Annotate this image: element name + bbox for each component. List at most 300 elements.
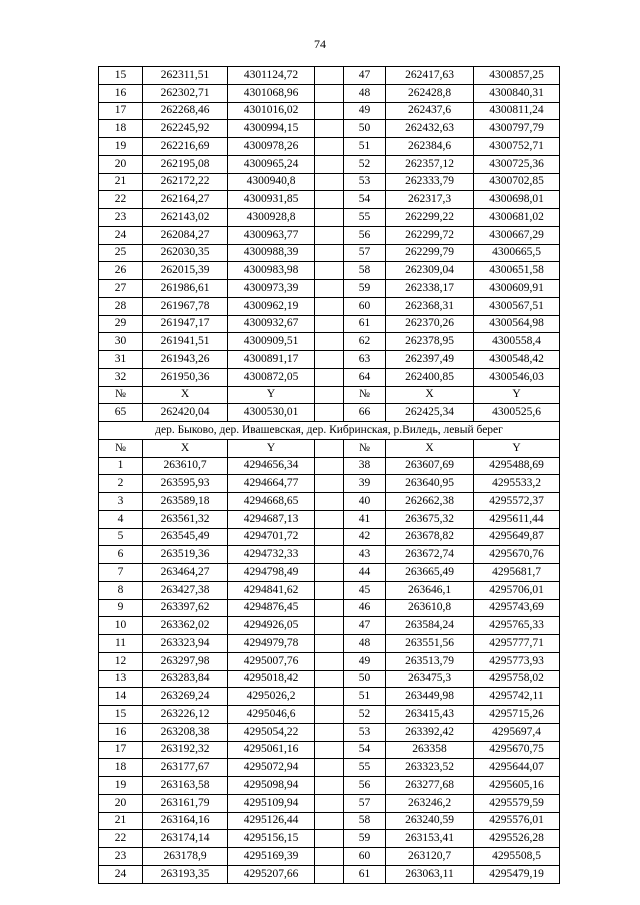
table-cell: 55 — [344, 209, 386, 227]
table-cell: 52 — [344, 706, 386, 724]
table-row — [99, 652, 560, 670]
table-cell: 4295109,94 — [228, 794, 315, 812]
table-row — [99, 777, 560, 795]
table-cell: 261986,61 — [143, 280, 228, 298]
table-cell: 4301068,96 — [228, 84, 315, 102]
table-cell: X — [143, 386, 228, 404]
table-cell: 263610,8 — [386, 599, 474, 617]
table-cell: 4295046,6 — [228, 706, 315, 724]
table-cell — [315, 386, 344, 404]
table-cell: 25 — [99, 244, 143, 262]
table-cell — [315, 865, 344, 883]
table-cell: 64 — [344, 368, 386, 386]
table-cell: 59 — [344, 830, 386, 848]
table-cell — [315, 617, 344, 635]
table-cell: 49 — [344, 652, 386, 670]
table-cell: X — [386, 439, 474, 457]
table-cell — [315, 155, 344, 173]
table-cell — [315, 475, 344, 493]
table-cell: 4300681,02 — [474, 209, 560, 227]
table-cell: 52 — [344, 155, 386, 173]
table-cell: 4295533,2 — [474, 475, 560, 493]
table-cell: 263283,84 — [143, 670, 228, 688]
table-cell: 15 — [99, 67, 143, 85]
table-cell — [315, 262, 344, 280]
table-cell: 263475,3 — [386, 670, 474, 688]
table-cell: 263646,1 — [386, 581, 474, 599]
table-cell — [315, 546, 344, 564]
table-cell: 263177,67 — [143, 759, 228, 777]
table-cell: 24 — [99, 226, 143, 244]
table-cell: 4294732,33 — [228, 546, 315, 564]
table-cell: 4300872,05 — [228, 368, 315, 386]
table-row — [99, 120, 560, 138]
table-cell: 4294841,62 — [228, 581, 315, 599]
table-row — [99, 333, 560, 351]
table-cell: 47 — [344, 67, 386, 85]
table-cell: 30 — [99, 333, 143, 351]
table-row — [99, 191, 560, 209]
table-row — [99, 262, 560, 280]
table-cell — [315, 67, 344, 85]
table-cell: 263120,7 — [386, 848, 474, 866]
table-cell: 4300909,51 — [228, 333, 315, 351]
table-cell: 4295605,16 — [474, 777, 560, 795]
table-cell — [315, 439, 344, 457]
table-cell — [315, 528, 344, 546]
table-cell: 262030,35 — [143, 244, 228, 262]
table-cell: 263323,94 — [143, 635, 228, 653]
table-cell — [315, 351, 344, 369]
table-cell: 57 — [344, 244, 386, 262]
table-cell: 29 — [99, 315, 143, 333]
table-cell: 4294876,45 — [228, 599, 315, 617]
table-cell: 263174,14 — [143, 830, 228, 848]
table-cell: 4295488,69 — [474, 457, 560, 475]
table-cell: 263545,49 — [143, 528, 228, 546]
table-cell: 4300940,8 — [228, 173, 315, 191]
table-row — [99, 67, 560, 85]
table-cell: 263464,27 — [143, 564, 228, 582]
table-cell: 262268,46 — [143, 102, 228, 120]
table-cell: № — [344, 386, 386, 404]
table-cell: 11 — [99, 635, 143, 653]
table-cell: 262397,49 — [386, 351, 474, 369]
table-row — [99, 670, 560, 688]
table-cell: 4295670,75 — [474, 741, 560, 759]
table-cell: 63 — [344, 351, 386, 369]
table-cell: 262357,12 — [386, 155, 474, 173]
table-cell — [315, 102, 344, 120]
table-cell: 262425,34 — [386, 404, 474, 422]
table-cell — [315, 777, 344, 795]
table-cell: 262015,39 — [143, 262, 228, 280]
table-cell: 263358 — [386, 741, 474, 759]
table-cell: 4295644,07 — [474, 759, 560, 777]
table-cell — [315, 688, 344, 706]
table-cell: 24 — [99, 865, 143, 883]
table-cell: 4300962,19 — [228, 297, 315, 315]
table-row — [99, 741, 560, 759]
table-cell: 4295526,28 — [474, 830, 560, 848]
table-cell: 4300811,24 — [474, 102, 560, 120]
table-cell: 4295715,26 — [474, 706, 560, 724]
table-cell: 49 — [344, 102, 386, 120]
table-cell: 31 — [99, 351, 143, 369]
table-cell — [315, 333, 344, 351]
table-cell: 65 — [99, 404, 143, 422]
table-cell: 22 — [99, 830, 143, 848]
table-cell: 263449,98 — [386, 688, 474, 706]
table-cell: 4300963,77 — [228, 226, 315, 244]
table-cell: 262299,79 — [386, 244, 474, 262]
table-cell: 262368,31 — [386, 297, 474, 315]
table-cell: 4300564,98 — [474, 315, 560, 333]
table-cell: 263675,32 — [386, 510, 474, 528]
table-cell: 263164,16 — [143, 812, 228, 830]
table-cell: 263269,24 — [143, 688, 228, 706]
table-cell: 4295649,87 — [474, 528, 560, 546]
table-row — [99, 226, 560, 244]
table-cell — [315, 812, 344, 830]
table-cell: 262299,22 — [386, 209, 474, 227]
table-cell: № — [99, 386, 143, 404]
table-cell: 4300973,39 — [228, 280, 315, 298]
table-cell: 4295611,44 — [474, 510, 560, 528]
table-cell: 4295777,71 — [474, 635, 560, 653]
table-cell: 48 — [344, 635, 386, 653]
table-cell: 28 — [99, 297, 143, 315]
table-row — [99, 617, 560, 635]
page-number: 74 — [314, 37, 326, 51]
table-cell: 4295576,01 — [474, 812, 560, 830]
table-cell: 262216,69 — [143, 138, 228, 156]
table-cell: № — [344, 439, 386, 457]
table-cell: 263427,38 — [143, 581, 228, 599]
table-cell — [315, 830, 344, 848]
table-cell: 263226,12 — [143, 706, 228, 724]
table-cell: 261947,17 — [143, 315, 228, 333]
table-cell: 19 — [99, 777, 143, 795]
table-cell: 50 — [344, 120, 386, 138]
table-cell — [315, 706, 344, 724]
table-cell: 6 — [99, 546, 143, 564]
table-cell — [315, 191, 344, 209]
table-cell: 4295098,94 — [228, 777, 315, 795]
table-cell — [315, 723, 344, 741]
table-cell: 263678,82 — [386, 528, 474, 546]
table-cell: 4300857,25 — [474, 67, 560, 85]
table-row — [99, 457, 560, 475]
table-cell: 40 — [344, 493, 386, 511]
table-cell: 4295072,94 — [228, 759, 315, 777]
table-cell: 4295169,39 — [228, 848, 315, 866]
table-cell: 22 — [99, 191, 143, 209]
table-cell: 4300651,58 — [474, 262, 560, 280]
table-cell — [315, 581, 344, 599]
table-cell: 48 — [344, 84, 386, 102]
table-cell: 51 — [344, 138, 386, 156]
table-row — [99, 759, 560, 777]
table-cell: 4300725,36 — [474, 155, 560, 173]
table-cell: 4301016,02 — [228, 102, 315, 120]
table-cell: 263192,32 — [143, 741, 228, 759]
table-row — [99, 794, 560, 812]
table-cell — [315, 741, 344, 759]
table-cell: 61 — [344, 315, 386, 333]
table-cell — [315, 368, 344, 386]
table-row — [99, 475, 560, 493]
table-cell: 39 — [344, 475, 386, 493]
table-cell: 4300665,5 — [474, 244, 560, 262]
table-row — [99, 865, 560, 883]
table-cell: 263153,41 — [386, 830, 474, 848]
table-cell: Y — [228, 386, 315, 404]
table-cell: 262333,79 — [386, 173, 474, 191]
table-cell — [315, 297, 344, 315]
table-cell: 4295758,02 — [474, 670, 560, 688]
table-cell: 263584,24 — [386, 617, 474, 635]
table-cell: 4295765,33 — [474, 617, 560, 635]
table-cell: 4294687,13 — [228, 510, 315, 528]
table-cell: 58 — [344, 812, 386, 830]
table-cell: 262437,6 — [386, 102, 474, 120]
table-row — [99, 546, 560, 564]
table-cell — [315, 564, 344, 582]
table-cell: 263178,9 — [143, 848, 228, 866]
table-cell: 18 — [99, 120, 143, 138]
table-cell: 20 — [99, 155, 143, 173]
table-cell: 53 — [344, 723, 386, 741]
table-row — [99, 599, 560, 617]
table-cell: 263193,35 — [143, 865, 228, 883]
table-row — [99, 723, 560, 741]
table-cell: 4295018,42 — [228, 670, 315, 688]
table-cell: 14 — [99, 688, 143, 706]
table-cell: 4294668,65 — [228, 493, 315, 511]
table-cell: 4295054,22 — [228, 723, 315, 741]
table-header-row — [99, 386, 560, 404]
table-cell: 4295579,59 — [474, 794, 560, 812]
table-cell: 263589,18 — [143, 493, 228, 511]
table-row — [99, 404, 560, 422]
table-cell: 19 — [99, 138, 143, 156]
table-row — [99, 368, 560, 386]
table-cell: X — [143, 439, 228, 457]
table-cell — [315, 457, 344, 475]
table-cell: 44 — [344, 564, 386, 582]
table-cell — [315, 652, 344, 670]
table-cell: 263208,38 — [143, 723, 228, 741]
table-cell: 26 — [99, 262, 143, 280]
table-row — [99, 688, 560, 706]
table-cell: 262317,3 — [386, 191, 474, 209]
table-row — [99, 528, 560, 546]
table-cell: 263063,11 — [386, 865, 474, 883]
table-row — [99, 812, 560, 830]
table-cell: 60 — [344, 848, 386, 866]
table-cell: 20 — [99, 794, 143, 812]
table-cell: 4300667,29 — [474, 226, 560, 244]
table-cell: 4 — [99, 510, 143, 528]
table-cell: 4295508,5 — [474, 848, 560, 866]
table-cell: 261943,26 — [143, 351, 228, 369]
table-row — [99, 706, 560, 724]
table-cell: 4294701,72 — [228, 528, 315, 546]
table-cell: 4300932,67 — [228, 315, 315, 333]
table-cell: 262195,08 — [143, 155, 228, 173]
table-cell: 4300752,71 — [474, 138, 560, 156]
table-row — [99, 510, 560, 528]
table-cell: 4300840,31 — [474, 84, 560, 102]
table-cell — [315, 138, 344, 156]
table-row — [99, 244, 560, 262]
table-cell: 262384,6 — [386, 138, 474, 156]
section-caption-row — [99, 422, 560, 440]
table-cell: 263513,79 — [386, 652, 474, 670]
table-cell — [315, 280, 344, 298]
table-cell: 53 — [344, 173, 386, 191]
table-cell: 3 — [99, 493, 143, 511]
table-row — [99, 173, 560, 191]
table-cell: Y — [474, 386, 560, 404]
coordinates-table — [98, 66, 560, 884]
table-cell: 262299,72 — [386, 226, 474, 244]
table-cell: 263595,93 — [143, 475, 228, 493]
table-cell: 4300546,03 — [474, 368, 560, 386]
table-cell: 262420,04 — [143, 404, 228, 422]
table-cell: 4294926,05 — [228, 617, 315, 635]
table-cell: 7 — [99, 564, 143, 582]
table-cell: 4300698,01 — [474, 191, 560, 209]
table-cell: 4295706,01 — [474, 581, 560, 599]
table-cell: 262432,63 — [386, 120, 474, 138]
table-cell: 15 — [99, 706, 143, 724]
table-cell: 38 — [344, 457, 386, 475]
table-cell: 262417,63 — [386, 67, 474, 85]
table-cell: 4295126,44 — [228, 812, 315, 830]
table-cell — [315, 599, 344, 617]
table-cell: 4295697,4 — [474, 723, 560, 741]
table-cell: 262143,02 — [143, 209, 228, 227]
table-cell: 4300702,85 — [474, 173, 560, 191]
table-cell: 4300994,15 — [228, 120, 315, 138]
table-cell: 4300609,91 — [474, 280, 560, 298]
table-cell: 262172,22 — [143, 173, 228, 191]
table-row — [99, 581, 560, 599]
table-cell: 18 — [99, 759, 143, 777]
table-cell: 4295773,93 — [474, 652, 560, 670]
table-cell — [315, 493, 344, 511]
table-row — [99, 830, 560, 848]
table-cell: 51 — [344, 688, 386, 706]
table-cell: 4294664,77 — [228, 475, 315, 493]
table-cell: 10 — [99, 617, 143, 635]
table-cell: 263297,98 — [143, 652, 228, 670]
table-cell: 21 — [99, 812, 143, 830]
table-cell: 4301124,72 — [228, 67, 315, 85]
table-cell: 263397,62 — [143, 599, 228, 617]
table-cell: 56 — [344, 777, 386, 795]
table-cell: 4295572,37 — [474, 493, 560, 511]
table-row — [99, 315, 560, 333]
table-cell — [315, 794, 344, 812]
table-cell: 261950,36 — [143, 368, 228, 386]
table-row — [99, 848, 560, 866]
table-cell: 45 — [344, 581, 386, 599]
table-cell — [315, 670, 344, 688]
table-cell: 5 — [99, 528, 143, 546]
table-cell: 21 — [99, 173, 143, 191]
table-cell: 12 — [99, 652, 143, 670]
table-cell: 262311,51 — [143, 67, 228, 85]
table-row — [99, 635, 560, 653]
table-row — [99, 297, 560, 315]
table-cell: 62 — [344, 333, 386, 351]
table-cell: 46 — [344, 599, 386, 617]
table-cell: 263246,2 — [386, 794, 474, 812]
table-cell: 263519,36 — [143, 546, 228, 564]
table-cell: 263665,49 — [386, 564, 474, 582]
table-cell: 4295156,15 — [228, 830, 315, 848]
table-cell: 261941,51 — [143, 333, 228, 351]
table-cell: 66 — [344, 404, 386, 422]
table-cell — [315, 226, 344, 244]
table-cell: 8 — [99, 581, 143, 599]
table-cell: X — [386, 386, 474, 404]
table-cell: 263607,69 — [386, 457, 474, 475]
table-cell: 4295681,7 — [474, 564, 560, 582]
table-cell — [315, 209, 344, 227]
table-cell: 16 — [99, 84, 143, 102]
table-cell: 50 — [344, 670, 386, 688]
table-cell: 42 — [344, 528, 386, 546]
table-cell — [315, 510, 344, 528]
table-cell: Y — [228, 439, 315, 457]
table-cell: 17 — [99, 102, 143, 120]
table-cell: 4300525,6 — [474, 404, 560, 422]
table-row — [99, 564, 560, 582]
table-cell: 32 — [99, 368, 143, 386]
table-cell: 263610,7 — [143, 457, 228, 475]
table-cell: 59 — [344, 280, 386, 298]
table-cell: 263362,02 — [143, 617, 228, 635]
table-cell — [315, 848, 344, 866]
table-cell: 54 — [344, 191, 386, 209]
table-row — [99, 280, 560, 298]
table-cell: № — [99, 439, 143, 457]
table-header-row — [99, 439, 560, 457]
table-cell: 60 — [344, 297, 386, 315]
table-cell: 61 — [344, 865, 386, 883]
table-cell: 4294979,78 — [228, 635, 315, 653]
table-cell — [315, 315, 344, 333]
table-row — [99, 138, 560, 156]
table-cell: 4300983,98 — [228, 262, 315, 280]
table-cell: 4295061,16 — [228, 741, 315, 759]
table-cell: 9 — [99, 599, 143, 617]
table-row — [99, 209, 560, 227]
table-cell: 262338,17 — [386, 280, 474, 298]
section-caption: дер. Быково, дер. Ивашевская, дер. Кибринская, р.Виледь, левый берег — [99, 422, 560, 440]
table-cell: 16 — [99, 723, 143, 741]
table-cell: 4300530,01 — [228, 404, 315, 422]
table-cell: 13 — [99, 670, 143, 688]
table-cell: 17 — [99, 741, 143, 759]
table-cell: 41 — [344, 510, 386, 528]
table-cell — [315, 173, 344, 191]
table-cell: 23 — [99, 209, 143, 227]
